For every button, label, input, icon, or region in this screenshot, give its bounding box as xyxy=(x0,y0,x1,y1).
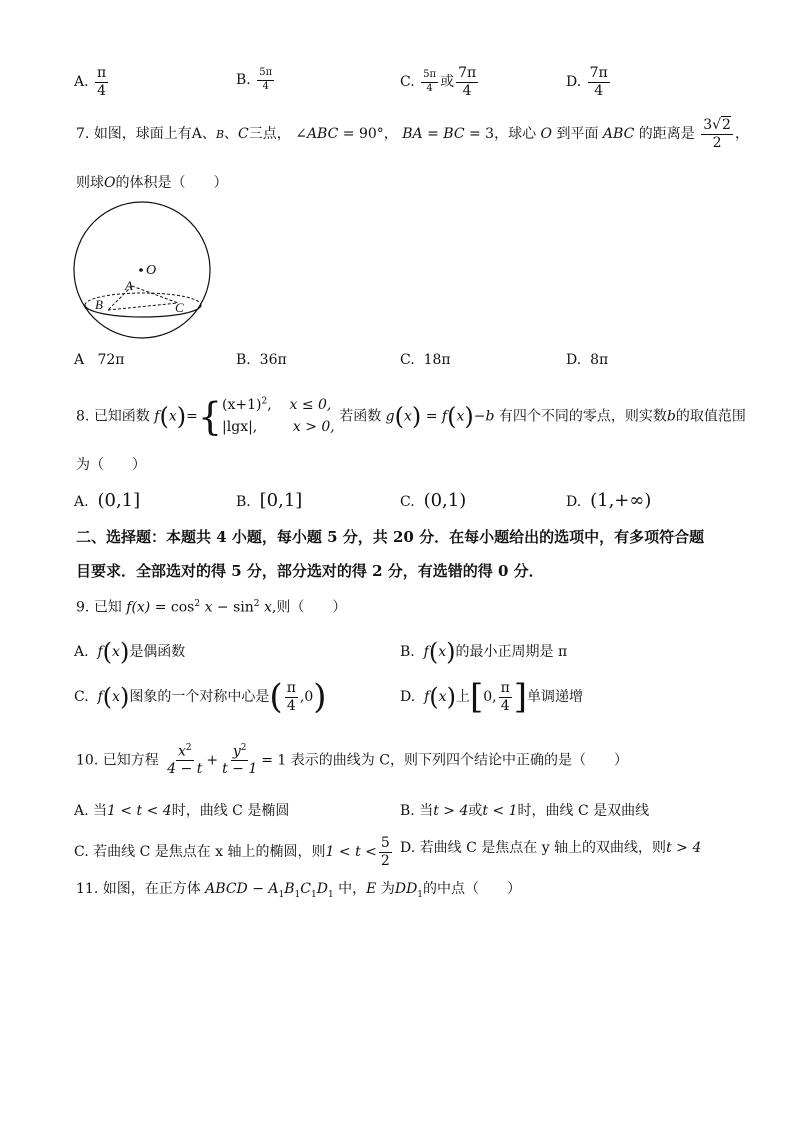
vertex: D xyxy=(316,881,328,897)
angle-value: = 90°， xyxy=(342,126,398,143)
question-number: 10. xyxy=(76,752,99,769)
segment: DD xyxy=(394,881,418,897)
option-text: 的最小正周期是 π xyxy=(455,644,568,660)
subscript: 1 xyxy=(278,889,285,900)
piece-condition: x ≤ 0, xyxy=(289,397,332,413)
option-value: (1,+∞) xyxy=(590,490,652,511)
q7-stem xyxy=(76,118,749,150)
section-heading-line2: 目要求．全部选对的得 5 分，部分选对的得 2 分，有选错的得 0 分． xyxy=(76,562,544,580)
denominator: 4 − t xyxy=(167,761,203,778)
segment-ac xyxy=(132,286,178,303)
q10-stem xyxy=(76,744,628,777)
question-number: 8. xyxy=(76,408,90,425)
q9-option-b: B. f(x)的最小正周期是 π xyxy=(400,638,568,666)
option-letter: D. xyxy=(566,494,582,510)
punctuation: ， xyxy=(734,126,749,143)
var-x: x xyxy=(112,689,121,705)
q6-option-b xyxy=(236,68,276,92)
piece-condition: x > 0, xyxy=(292,419,335,436)
fraction xyxy=(421,70,438,94)
option-text: D. 若曲线 C 是焦点在 y 轴上的双曲线，则 xyxy=(400,840,667,856)
stem-text: 如图，在正方体 xyxy=(102,881,201,897)
piece-1: $(x+1)^2$, x ≤ 0, xyxy=(222,396,332,413)
q9-option-a: A. f(x)是偶函数 xyxy=(74,638,186,666)
equals: = xyxy=(427,126,439,143)
q9-option-c: C. f(x)图象的一个对称中心是( $\frac{\pi}{4}$ ,0) xyxy=(74,677,327,717)
option-text: C. 若曲线 C 是焦点在 x 轴上的椭圆，则 xyxy=(74,844,326,861)
stem-text: 已知方程 xyxy=(102,752,159,769)
option-value: 18π xyxy=(423,352,451,368)
var-x: x xyxy=(177,743,186,760)
piece-expr: (x+1) xyxy=(222,397,262,413)
option-text: 单调递增 xyxy=(527,689,584,705)
plus: + xyxy=(206,752,219,769)
subscript: 1 xyxy=(311,889,317,900)
q10-option-b xyxy=(400,804,649,818)
option-text: 图象的一个对称中心是 xyxy=(129,689,270,705)
option-letter: C. xyxy=(400,74,415,91)
option-text: 是偶函数 xyxy=(129,644,186,660)
q10-option-c xyxy=(74,836,394,868)
fraction xyxy=(95,66,108,98)
exponent: 2 xyxy=(253,599,260,609)
option-value: 36π xyxy=(259,352,287,368)
q9-stem xyxy=(76,600,346,615)
option-letter: C. xyxy=(400,494,415,510)
var-ba: BA xyxy=(402,126,423,143)
var-b: B xyxy=(215,128,225,142)
option-text: A. 当 xyxy=(74,803,108,819)
inequality: t > 4 xyxy=(433,803,469,819)
question-number: 11. xyxy=(76,881,99,897)
func-f: f xyxy=(97,644,103,660)
cos-term: = cos xyxy=(154,599,195,616)
option-letter: B. xyxy=(236,72,251,88)
fraction xyxy=(220,744,259,777)
option-value: [0,1] xyxy=(259,490,303,511)
q8-option-d xyxy=(566,492,651,510)
piece-expr: |lgx|, xyxy=(222,419,258,436)
var-x: x xyxy=(263,599,272,616)
exponent: 2 xyxy=(194,599,201,609)
var-x: x xyxy=(404,408,412,425)
stem-text: 为（ ） xyxy=(76,457,146,473)
stem-text: 三点， xyxy=(248,126,291,143)
option-letter: D. xyxy=(566,352,582,368)
center-point xyxy=(139,268,143,272)
q6-option-c xyxy=(400,66,480,98)
var-e: E xyxy=(366,881,377,897)
var-bc: BC xyxy=(443,126,465,143)
or-text: 或 xyxy=(440,74,455,91)
fraction xyxy=(499,681,512,713)
func-f: f xyxy=(97,689,103,705)
option-text: 时，曲线 C 是椭圆 xyxy=(171,803,290,819)
fraction xyxy=(257,68,274,92)
option-value: (0,1) xyxy=(423,490,467,511)
denominator: 4 xyxy=(594,82,604,99)
segment-bc xyxy=(108,303,178,310)
label-o: O xyxy=(146,263,157,278)
denominator: 4 xyxy=(462,82,472,99)
q7-stem-line2 xyxy=(76,176,227,190)
var-x: x xyxy=(112,644,120,660)
equals: = xyxy=(186,408,198,425)
left-brace: { xyxy=(197,394,223,439)
option-value: (0,1] xyxy=(97,490,141,511)
exponent: 2 xyxy=(240,743,247,753)
numerator: 7π xyxy=(589,65,608,81)
or-text: 或 xyxy=(468,803,483,819)
q10-option-d xyxy=(400,841,701,855)
stem-text: 则球 xyxy=(76,175,104,191)
option-text: 时，曲线 C 是双曲线 xyxy=(517,803,650,819)
fraction xyxy=(379,836,392,868)
stem-text: 已知 xyxy=(93,599,122,616)
inequality: t > 4 xyxy=(666,840,702,856)
label-c: C xyxy=(175,300,184,315)
option-letter: B. xyxy=(400,644,415,660)
denominator: 4 xyxy=(500,697,510,714)
plane-name: ABC xyxy=(602,126,635,143)
stem-text: 有四个不同的零点，则实数 xyxy=(498,408,667,425)
option-letter: A. xyxy=(74,74,89,91)
var-o: O xyxy=(104,175,116,191)
q6-option-d xyxy=(566,66,612,98)
exponent: 2 xyxy=(185,743,192,753)
stem-text: 的距离是 xyxy=(638,126,695,143)
stem-text: ,则（ ） xyxy=(271,599,347,616)
denominator: 2 xyxy=(380,852,390,869)
func-f: f xyxy=(423,644,429,660)
q8-stem-line2 xyxy=(76,458,146,472)
func-g: g xyxy=(385,408,395,425)
fraction xyxy=(285,681,298,713)
equals: = xyxy=(425,408,438,425)
angle-name: ABC xyxy=(306,126,339,143)
inequality: 1 < t < 4 xyxy=(107,803,172,819)
numerator: π xyxy=(286,679,296,696)
var-x: x xyxy=(204,599,213,616)
option-letter: C. xyxy=(74,689,89,705)
option-letter: A xyxy=(74,352,85,368)
equals: = 1 xyxy=(261,752,287,769)
minus: − xyxy=(473,408,486,425)
option-letter: A. xyxy=(74,494,89,510)
stem-text: 的体积是（ ） xyxy=(115,175,228,191)
q8-option-b xyxy=(236,492,302,510)
piece-2 xyxy=(222,416,335,438)
option-letter: B. xyxy=(236,352,251,368)
var-b: b xyxy=(485,408,495,425)
subscript: 1 xyxy=(327,889,334,900)
denominator: 4 xyxy=(97,82,107,99)
option-value: 8π xyxy=(590,352,609,368)
label-a: A xyxy=(125,278,133,293)
fraction xyxy=(165,744,204,777)
option-letter: B. xyxy=(236,494,251,510)
section-heading: 二、选择题：本题共 4 小题，每小题 5 分，共 20 分．在每小题给出的选项中，有多项符合题 xyxy=(76,528,705,546)
option-letter: D. xyxy=(566,74,582,91)
q7-option-a xyxy=(74,353,125,367)
angle-symbol: ∠ xyxy=(295,126,307,143)
question-number: 9. xyxy=(76,599,90,616)
numerator: π xyxy=(97,65,107,81)
q7-option-b xyxy=(236,353,287,367)
question-number: 7. xyxy=(76,126,90,143)
stem-text: 中， xyxy=(338,881,367,897)
numerator: π xyxy=(500,679,510,696)
option-letter: C. xyxy=(400,352,415,368)
stem-text: 若函数 xyxy=(339,408,382,425)
option-letter: A. xyxy=(74,644,89,660)
q7-option-c xyxy=(400,353,451,367)
var-x: x xyxy=(438,644,447,660)
stem-text: 到平面 xyxy=(556,126,599,143)
option-letter: D. xyxy=(400,689,416,705)
cube-name: ABCD − A xyxy=(205,881,279,897)
var-b: b xyxy=(666,408,676,425)
stem-text: 表示的曲线为 C，则下列四个结论中正确的是（ ） xyxy=(290,752,628,769)
subscript: 1 xyxy=(417,889,424,900)
func-f: f(x) xyxy=(126,599,151,616)
subscript: 1 xyxy=(294,889,301,900)
q7-option-d xyxy=(566,353,608,367)
func-f: f xyxy=(424,689,430,705)
option-text: B. 当 xyxy=(400,803,434,819)
var-c: C xyxy=(238,126,249,143)
piecewise xyxy=(222,394,335,439)
fraction xyxy=(456,66,478,98)
sqrt-value: 2 xyxy=(722,117,731,133)
denominator: 4 xyxy=(426,82,433,94)
stem-text: 已知函数 xyxy=(93,408,150,425)
inequality: 1 < t < xyxy=(325,844,377,861)
var-x: x xyxy=(438,689,447,705)
q8-option-a xyxy=(74,492,140,510)
var-o: O xyxy=(540,126,553,143)
func-f: f xyxy=(154,408,160,425)
label-b: B xyxy=(95,297,103,312)
vertex: B xyxy=(284,881,295,897)
stem-text: 的中点（ ） xyxy=(423,881,522,897)
fraction xyxy=(588,66,610,98)
var-x: x xyxy=(456,408,465,425)
sin-term: − sin xyxy=(216,599,254,616)
func-f: f xyxy=(441,408,448,425)
stem-text: 如图，球面上有A、 xyxy=(93,126,216,143)
interval-start: 0, xyxy=(483,689,497,705)
option-value: 72π xyxy=(97,352,125,368)
numerator: 5π xyxy=(421,70,438,83)
denominator: 4 xyxy=(262,80,269,92)
sphere-figure xyxy=(70,200,220,340)
var-y: y xyxy=(232,743,241,760)
denominator: t − 1 xyxy=(222,761,258,778)
vertex: C xyxy=(300,881,311,897)
option-text: ,0 xyxy=(299,689,314,705)
stem-text: 为 xyxy=(380,881,395,897)
distance-fraction: $\frac{3√2}{2}$ xyxy=(703,117,731,151)
stem-text: = 3，球心 xyxy=(468,126,537,143)
numerator: 3 xyxy=(703,117,713,133)
numerator: 5 xyxy=(380,835,390,851)
option-text: 上 xyxy=(455,689,470,705)
numerator: 7π xyxy=(458,65,477,81)
var-x: x xyxy=(168,408,177,425)
numerator: 5π xyxy=(257,68,274,81)
q11-stem xyxy=(76,882,521,900)
q9-option-d: D. f(x)上[0, $\frac{\pi}{4}$ ]单调递增 xyxy=(400,677,584,717)
inequality: t < 1 xyxy=(482,803,518,819)
q8-stem: 8. 已知函数 f(x)={ $(x+1)^2$, x ≤ 0, |lgx|, x > 0, 若函数 g(x) = f(x)−b 有四个不同的零点，则实数b的取值范围 xyxy=(76,394,746,439)
exponent: 2 xyxy=(261,396,268,407)
separator: 、 xyxy=(224,126,239,143)
q6-option-a xyxy=(74,66,110,98)
denominator: 2 xyxy=(712,134,722,151)
denominator: 4 xyxy=(286,697,296,714)
q10-option-a xyxy=(74,804,289,818)
q8-option-c xyxy=(400,492,466,510)
stem-text: 的取值范围 xyxy=(675,408,746,425)
